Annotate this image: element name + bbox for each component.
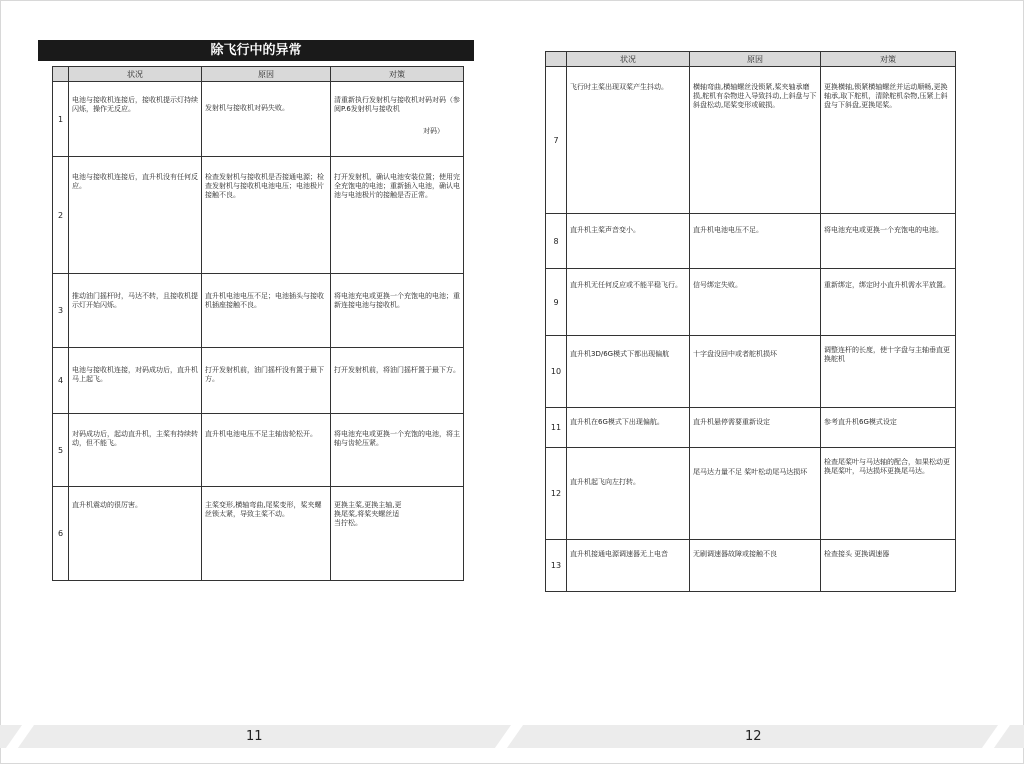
header-empty bbox=[53, 67, 69, 82]
row-number: 9 bbox=[546, 269, 567, 336]
table-row bbox=[546, 336, 956, 408]
table-header-row bbox=[546, 52, 956, 67]
row-number: 8 bbox=[546, 214, 567, 269]
row-number: 4 bbox=[53, 348, 69, 414]
table-row bbox=[546, 540, 956, 592]
row-number: 13 bbox=[546, 540, 567, 592]
row-remedy: 将电池充电或更换一个充饱电的电池。 bbox=[821, 214, 956, 269]
table-header-row bbox=[53, 67, 464, 82]
row-remedy: 检查尾桨叶与马达轴的配合，如果松动更换尾桨叶，马达损坏更换尾马达。 bbox=[821, 448, 956, 540]
header-remedy: 对策 bbox=[331, 67, 464, 82]
row-remedy: 参考直升机6G模式设定 bbox=[821, 408, 956, 448]
table-row bbox=[53, 274, 464, 348]
row-remedy: 打开发射机，确认电池安装位置；使用完全充饱电的电池；重新插入电池，确认电池与电池极片的接触是否正常。 bbox=[331, 157, 464, 274]
row-status: 直升机3D/6G模式下都出现偏航 bbox=[567, 336, 690, 408]
table-row bbox=[53, 348, 464, 414]
table-row bbox=[546, 408, 956, 448]
table-row bbox=[546, 269, 956, 336]
row-status: 推动油门摇杆时，马达不转，且接收机提示灯开始闪烁。 bbox=[69, 274, 202, 348]
page-number-left: 11 bbox=[246, 729, 263, 744]
row-remedy: 将电池充电或更换一个充饱电的电池；重新连接电池与接收机。 bbox=[331, 274, 464, 348]
row-number: 1 bbox=[53, 82, 69, 157]
table-row bbox=[53, 82, 464, 157]
header-remedy: 对策 bbox=[821, 52, 956, 67]
row-number: 6 bbox=[53, 487, 69, 581]
row-cause: 信号绑定失败。 bbox=[690, 269, 821, 336]
row-cause: 无刷调速器故障或接触不良 bbox=[690, 540, 821, 592]
troubleshooting-table-right bbox=[545, 51, 956, 592]
row-remedy-text: 清重新执行发射机与接收机对码对码（参阅P.6发射机与接收机 bbox=[334, 96, 460, 113]
table-row bbox=[53, 414, 464, 487]
footer-band bbox=[0, 725, 1024, 748]
row-number: 11 bbox=[546, 408, 567, 448]
row-remedy: 将电池充电或更换一个充饱的电池，将主轴与齿轮压紧。 bbox=[331, 414, 464, 487]
header-cause: 原因 bbox=[690, 52, 821, 67]
row-status: 电池与接收机连接后，接收机提示灯持续闪烁，操作无反应。 bbox=[69, 82, 202, 157]
page-number-right: 12 bbox=[745, 729, 762, 744]
row-number: 10 bbox=[546, 336, 567, 408]
row-number: 12 bbox=[546, 448, 567, 540]
table-row bbox=[546, 67, 956, 214]
row-remedy bbox=[331, 487, 464, 581]
row-number: 3 bbox=[53, 274, 69, 348]
row-status: 直升机震动的很厉害。 bbox=[69, 487, 202, 581]
row-status: 电池与接收机连接，对码成功后，直升机马上起飞。 bbox=[69, 348, 202, 414]
row-cause: 发射机与接收机对码失败。 bbox=[202, 82, 331, 157]
table-row bbox=[546, 448, 956, 540]
header-status: 状况 bbox=[69, 67, 202, 82]
row-remedy: 更换横轴,锁紧横轴螺丝并运动顺畅,更换轴承,取下舵机，清除舵机杂物,压紧上斜盘与下斜盘,更换尾桨。 bbox=[821, 67, 956, 214]
row-cause: 横轴弯曲,横轴螺丝没锁紧,桨夹轴承磨损,舵机有杂物进入导致抖动,上斜盘与下斜盘松动,尾桨变形或破损。 bbox=[690, 67, 821, 214]
row-status: 对码成功后，起动直升机，主桨有持续转动，但不能飞。 bbox=[69, 414, 202, 487]
row-cause: 直升机电池电压不足。 bbox=[690, 214, 821, 269]
row-cause: 直升机电池电压不足主轴齿轮松开。 bbox=[202, 414, 331, 487]
row-status: 直升机接通电源调速器无上电音 bbox=[567, 540, 690, 592]
troubleshooting-table-left bbox=[52, 66, 464, 581]
header-status: 状况 bbox=[567, 52, 690, 67]
row-number: 7 bbox=[546, 67, 567, 214]
row-status: 直升机主桨声音变小。 bbox=[567, 214, 690, 269]
row-cause: 打开发射机前，油门摇杆没有置于最下方。 bbox=[202, 348, 331, 414]
row-cause: 十字盘没回中或者舵机损坏 bbox=[690, 336, 821, 408]
row-remedy-extra: 对码） bbox=[423, 127, 444, 135]
row-remedy bbox=[331, 82, 464, 157]
table-row bbox=[53, 157, 464, 274]
row-cause: 检查发射机与接收机是否接通电源；检查发射机与接收机电池电压；电池极片接触不良。 bbox=[202, 157, 331, 274]
row-status: 飞行时主桨出现双桨产生抖动。 bbox=[567, 67, 690, 214]
row-cause: 直升机悬停需要重新设定 bbox=[690, 408, 821, 448]
row-remedy: 调整连杆的长度，使十字盘与主轴垂直更换舵机 bbox=[821, 336, 956, 408]
row-number: 5 bbox=[53, 414, 69, 487]
row-remedy: 重新绑定，绑定时小直升机需水平放置。 bbox=[821, 269, 956, 336]
row-status: 直升机在6G模式下出现偏航。 bbox=[567, 408, 690, 448]
header-empty bbox=[546, 52, 567, 67]
footer-slash-decoration bbox=[495, 725, 523, 748]
row-remedy: 检查接头 更换调速器 bbox=[821, 540, 956, 592]
footer-slash-decoration bbox=[982, 725, 1010, 748]
footer-slash-decoration bbox=[6, 725, 34, 748]
table-row bbox=[53, 487, 464, 581]
header-cause: 原因 bbox=[202, 67, 331, 82]
section-title: 除飞行中的异常 bbox=[38, 40, 474, 61]
row-status: 电池与接收机连接后，直升机没有任何反应。 bbox=[69, 157, 202, 274]
row-status: 直升机起飞向左打转。 bbox=[567, 448, 690, 540]
row-remedy-text: 更换主桨,更换主轴,更换尾桨,将桨夹螺丝适当拧松。 bbox=[334, 501, 402, 527]
row-remedy: 打开发射机前，将油门摇杆置于最下方。 bbox=[331, 348, 464, 414]
row-status: 直升机无任何反应或不能平稳飞行。 bbox=[567, 269, 690, 336]
row-cause: 尾马达力量不足 桨叶松动尾马达损坏 bbox=[690, 448, 821, 540]
table-row bbox=[546, 214, 956, 269]
row-cause: 直升机电池电压不足；电池插头与接收机插座接触不良。 bbox=[202, 274, 331, 348]
row-number: 2 bbox=[53, 157, 69, 274]
row-cause: 主桨变形,横轴弯曲,尾桨变形，桨夹螺丝锁太紧，导致主桨不动。 bbox=[202, 487, 331, 581]
